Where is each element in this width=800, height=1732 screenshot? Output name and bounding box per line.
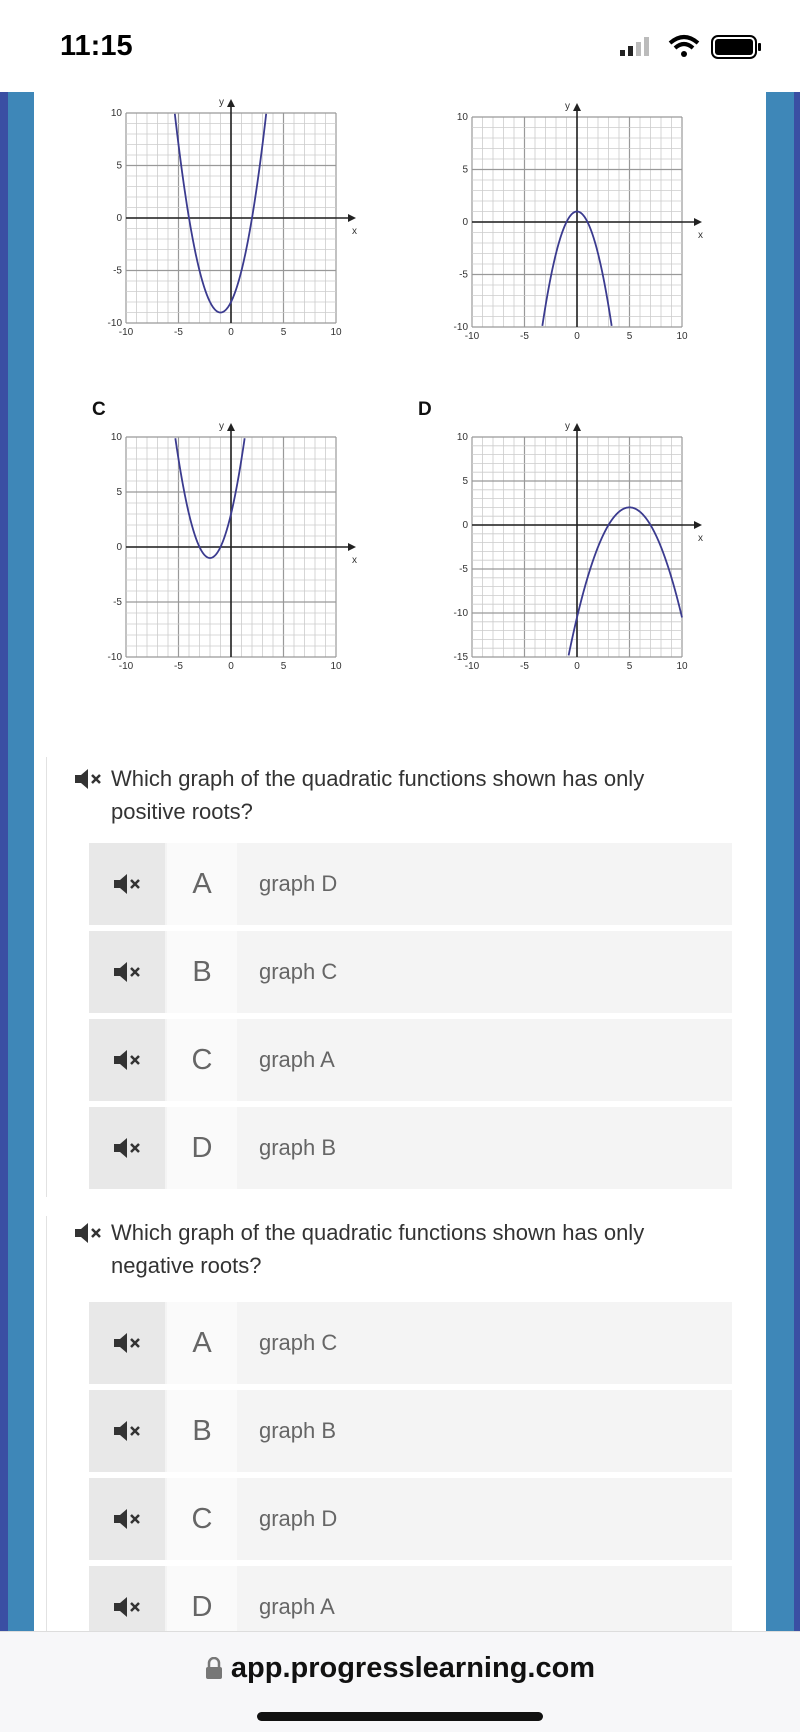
option-letter: D bbox=[167, 1107, 237, 1189]
q1-option-a[interactable] bbox=[89, 843, 732, 925]
x-tick-label: -10 bbox=[118, 327, 134, 338]
option-letter: B bbox=[167, 1390, 237, 1472]
graph-d-label: D bbox=[418, 399, 432, 420]
speaker-muted-icon[interactable] bbox=[89, 843, 165, 925]
y-tick-label: 0 bbox=[462, 520, 468, 531]
y-tick-label: -5 bbox=[459, 564, 468, 575]
lock-icon bbox=[205, 1657, 223, 1679]
x-tick-label: 10 bbox=[330, 327, 342, 338]
content-area[interactable] bbox=[34, 92, 766, 1631]
y-tick-label: -5 bbox=[113, 265, 122, 277]
x-tick-label: 0 bbox=[574, 661, 580, 672]
x-tick-label: 5 bbox=[280, 327, 287, 338]
status-bar bbox=[0, 0, 800, 92]
parabola-curve bbox=[569, 507, 682, 655]
y-axis-arrow bbox=[573, 103, 581, 111]
q2-option-d[interactable] bbox=[89, 1566, 732, 1631]
option-text: graph D bbox=[259, 1506, 338, 1531]
speaker-muted-icon[interactable] bbox=[89, 1302, 165, 1384]
x-axis-label: x bbox=[352, 226, 357, 237]
y-tick-label: 0 bbox=[462, 217, 468, 228]
speaker-muted-icon[interactable] bbox=[73, 1222, 103, 1244]
graph-c-svg bbox=[60, 422, 400, 712]
graph-a-svg bbox=[60, 97, 400, 377]
graph-d bbox=[406, 422, 746, 712]
y-tick-label: 10 bbox=[110, 432, 122, 443]
graph-c-label: C bbox=[92, 399, 106, 420]
question-2 bbox=[77, 1216, 717, 1282]
q1-option-b[interactable] bbox=[89, 931, 732, 1013]
speaker-muted-icon[interactable] bbox=[89, 1019, 165, 1101]
speaker-muted-icon[interactable] bbox=[89, 1566, 165, 1631]
x-tick-label: 10 bbox=[676, 661, 688, 672]
y-axis-arrow bbox=[573, 423, 581, 431]
y-tick-label: -10 bbox=[453, 322, 468, 333]
x-tick-label: 0 bbox=[228, 661, 234, 672]
speaker-muted-icon[interactable] bbox=[89, 1107, 165, 1189]
option-letter: A bbox=[167, 1302, 237, 1384]
speaker-muted-icon[interactable] bbox=[89, 931, 165, 1013]
url-text: app.progresslearning.com bbox=[230, 1652, 596, 1684]
y-tick-label: 0 bbox=[116, 542, 122, 553]
q1-option-c[interactable] bbox=[89, 1019, 732, 1101]
y-tick-label: 10 bbox=[456, 432, 468, 443]
url-display[interactable] bbox=[0, 1652, 800, 1685]
x-tick-label: 5 bbox=[626, 331, 633, 342]
x-tick-label: -5 bbox=[174, 327, 183, 338]
option-text: graph B bbox=[259, 1135, 337, 1160]
x-tick-label: -10 bbox=[118, 661, 134, 672]
x-tick-label: -5 bbox=[174, 661, 183, 672]
question-1 bbox=[77, 762, 717, 828]
right-side-panel bbox=[766, 92, 800, 1631]
y-tick-label: -10 bbox=[453, 608, 468, 619]
speaker-muted-icon[interactable] bbox=[89, 1390, 165, 1472]
graph-c bbox=[60, 422, 400, 712]
status-icons bbox=[620, 34, 770, 62]
x-tick-label: 10 bbox=[330, 661, 342, 672]
x-axis-arrow bbox=[348, 214, 356, 222]
x-tick-label: 0 bbox=[574, 331, 580, 342]
option-letter: B bbox=[167, 931, 237, 1013]
q2-option-c[interactable] bbox=[89, 1478, 732, 1560]
status-time: 11:15 bbox=[60, 30, 133, 62]
graph-b-svg bbox=[406, 97, 746, 382]
y-tick-label: 0 bbox=[116, 213, 122, 224]
x-tick-label: 0 bbox=[228, 327, 234, 338]
question-2-text: Which graph of the quadratic functions shown has only negative roots? bbox=[111, 1220, 645, 1278]
option-text: graph C bbox=[259, 1330, 338, 1355]
x-axis-label: x bbox=[352, 555, 357, 566]
x-axis-label: x bbox=[698, 533, 703, 544]
graph-d-svg bbox=[406, 422, 746, 712]
question-1-block bbox=[46, 757, 755, 1197]
x-tick-label: 10 bbox=[676, 331, 688, 342]
option-letter: D bbox=[167, 1566, 237, 1631]
y-tick-label: 5 bbox=[462, 476, 468, 487]
left-side-panel bbox=[0, 92, 34, 1631]
x-axis-arrow bbox=[348, 543, 356, 551]
graph-b bbox=[406, 97, 746, 382]
y-tick-label: 10 bbox=[110, 108, 122, 119]
x-axis-label: x bbox=[698, 230, 703, 241]
y-tick-label: 5 bbox=[116, 487, 122, 498]
q2-option-a[interactable] bbox=[89, 1302, 732, 1384]
y-axis-label: y bbox=[565, 101, 570, 112]
y-tick-label: -15 bbox=[453, 652, 468, 663]
x-tick-label: 5 bbox=[626, 661, 633, 672]
option-letter: C bbox=[167, 1478, 237, 1560]
x-axis-arrow bbox=[694, 521, 702, 529]
question-2-block bbox=[46, 1216, 755, 1631]
y-tick-label: 5 bbox=[116, 160, 122, 172]
speaker-muted-icon[interactable] bbox=[73, 768, 103, 790]
y-tick-label: -5 bbox=[459, 269, 468, 281]
x-tick-label: -10 bbox=[464, 661, 480, 672]
option-text: graph C bbox=[259, 959, 338, 984]
battery-icon bbox=[712, 36, 761, 58]
y-axis-label: y bbox=[219, 97, 224, 108]
speaker-muted-icon[interactable] bbox=[89, 1478, 165, 1560]
x-axis-arrow bbox=[694, 218, 702, 226]
option-text: graph A bbox=[259, 1047, 335, 1072]
option-text: graph A bbox=[259, 1594, 335, 1619]
option-letter: A bbox=[167, 843, 237, 925]
home-indicator[interactable] bbox=[257, 1712, 543, 1721]
y-tick-label: -5 bbox=[113, 597, 122, 608]
browser-address-bar[interactable] bbox=[0, 1631, 800, 1732]
question-1-text: Which graph of the quadratic functions shown has only positive roots? bbox=[111, 766, 645, 824]
x-tick-label: -10 bbox=[464, 331, 480, 342]
wifi-icon bbox=[670, 37, 698, 57]
q1-option-d[interactable] bbox=[89, 1107, 732, 1189]
y-axis-arrow bbox=[227, 423, 235, 431]
x-tick-label: -5 bbox=[520, 661, 529, 672]
option-text: graph B bbox=[259, 1418, 337, 1443]
option-text: graph D bbox=[259, 871, 338, 896]
x-tick-label: -5 bbox=[520, 331, 529, 342]
y-tick-label: 5 bbox=[462, 164, 468, 176]
y-tick-label: -10 bbox=[107, 318, 122, 329]
y-axis-arrow bbox=[227, 99, 235, 107]
y-axis-label: y bbox=[219, 422, 224, 432]
signal-icon bbox=[620, 37, 649, 56]
option-letter: C bbox=[167, 1019, 237, 1101]
q2-option-b[interactable] bbox=[89, 1390, 732, 1472]
y-tick-label: 10 bbox=[456, 112, 468, 123]
y-tick-label: -10 bbox=[107, 652, 122, 663]
y-axis-label: y bbox=[565, 422, 570, 432]
graph-a bbox=[60, 97, 400, 377]
x-tick-label: 5 bbox=[280, 661, 287, 672]
